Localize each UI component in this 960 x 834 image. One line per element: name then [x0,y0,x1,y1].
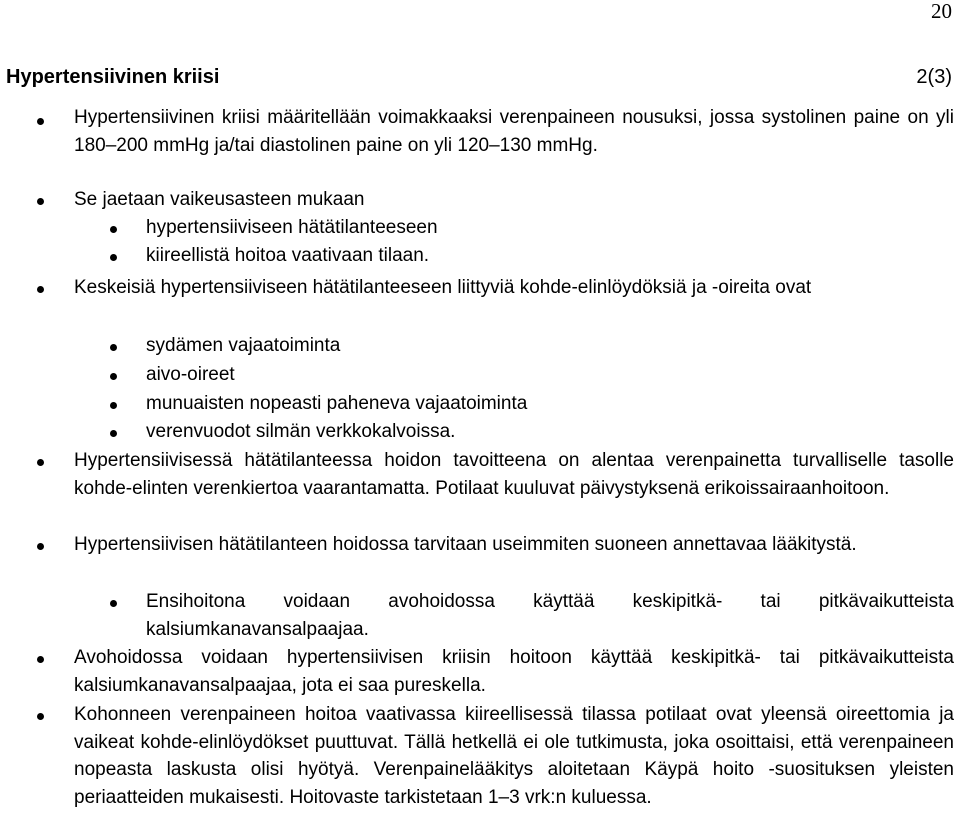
bullet-icon [37,286,44,293]
bullet-icon [37,713,44,720]
list-item-text: aivo-oireet [146,364,235,385]
list-item-text: Hypertensiivinen kriisi määritellään voimakkaaksi verenpaineen nousuksi, jossa systolinen paine on yli 180–200 mmHg ja/tai diastolinen paine on yli 120–130 mmHg. [74,107,954,156]
list-item-text: Se jaetaan vaikeusasteen mukaan [74,189,365,210]
bullet-icon [37,656,44,663]
section-page-counter: 2(3) [916,66,952,88]
list-item-text: kiireellistä hoitoa vaativaan tilaan. [146,245,430,266]
bullet-icon [110,344,117,351]
list-item-text: hypertensiiviseen hätätilanteeseen [146,217,438,238]
bullet-icon [110,373,117,380]
section-title: Hypertensiivinen kriisi [6,66,220,88]
list-item-text: sydämen vajaatoiminta [146,335,341,356]
list-item-text: Ensihoitona voidaan avohoidossa käyttää keskipitkä- tai pitkävaikutteista kalsiumkanavansalpaajaa. [146,591,954,640]
bullet-icon [37,543,44,550]
bullet-icon [37,459,44,466]
list-item-text: verenvuodot silmän verkkokalvoissa. [146,421,456,442]
bullet-icon [110,430,117,437]
bullet-icon [110,254,117,261]
list-item-text: Keskeisiä hypertensiiviseen hätätilanteeseen liittyviä kohde-elinlöydöksiä ja -oireita ovat [74,277,812,298]
section-heading [6,63,952,91]
list-item-text: munuaisten nopeasti paheneva vajaatoiminta [146,393,528,414]
bullet-icon [110,600,117,607]
bullet-icon [37,118,44,125]
bullet-icon [110,402,117,409]
list-item-text: Kohonneen verenpaineen hoitoa vaativassa kiireellisessä tilassa potilaat ovat yleensä oireettomia ja vaikeat kohde-elinlöydökset puuttuvat. Tällä hetkellä ei ole tutkimusta, joka osoittaisi, että verenpaineen nopeasta laskusta olisi hyötyä. Verenpainelääkitys aloitetaan Käypä hoito -suosituksen yleisten periaatteiden mukaisesti. Hoitovaste tarkistetaan 1–3 vrk:n kuluessa. [74,704,954,808]
bullet-icon [37,198,44,205]
bullet-icon [110,226,117,233]
list-item-text: Avohoidossa voidaan hypertensiivisen kriisin hoitoon käyttää keskipitkä- tai pitkävaikutteista kalsiumkanavansalpaajaa, jota ei saa pureskella. [74,647,954,696]
list-item-text: Hypertensiivisen hätätilanteen hoidossa tarvitaan useimmiten suoneen annettavaa lääkitystä. [74,534,857,555]
page-number: 20 [931,0,952,23]
list-item-text: Hypertensiivisessä hätätilanteessa hoidon tavoitteena on alentaa verenpainetta turvalliselle tasolle kohde-elinten verenkiertoa vaarantamatta. Potilaat kuuluvat päivystyksenä erikoissairaanhoitoon. [74,450,954,499]
